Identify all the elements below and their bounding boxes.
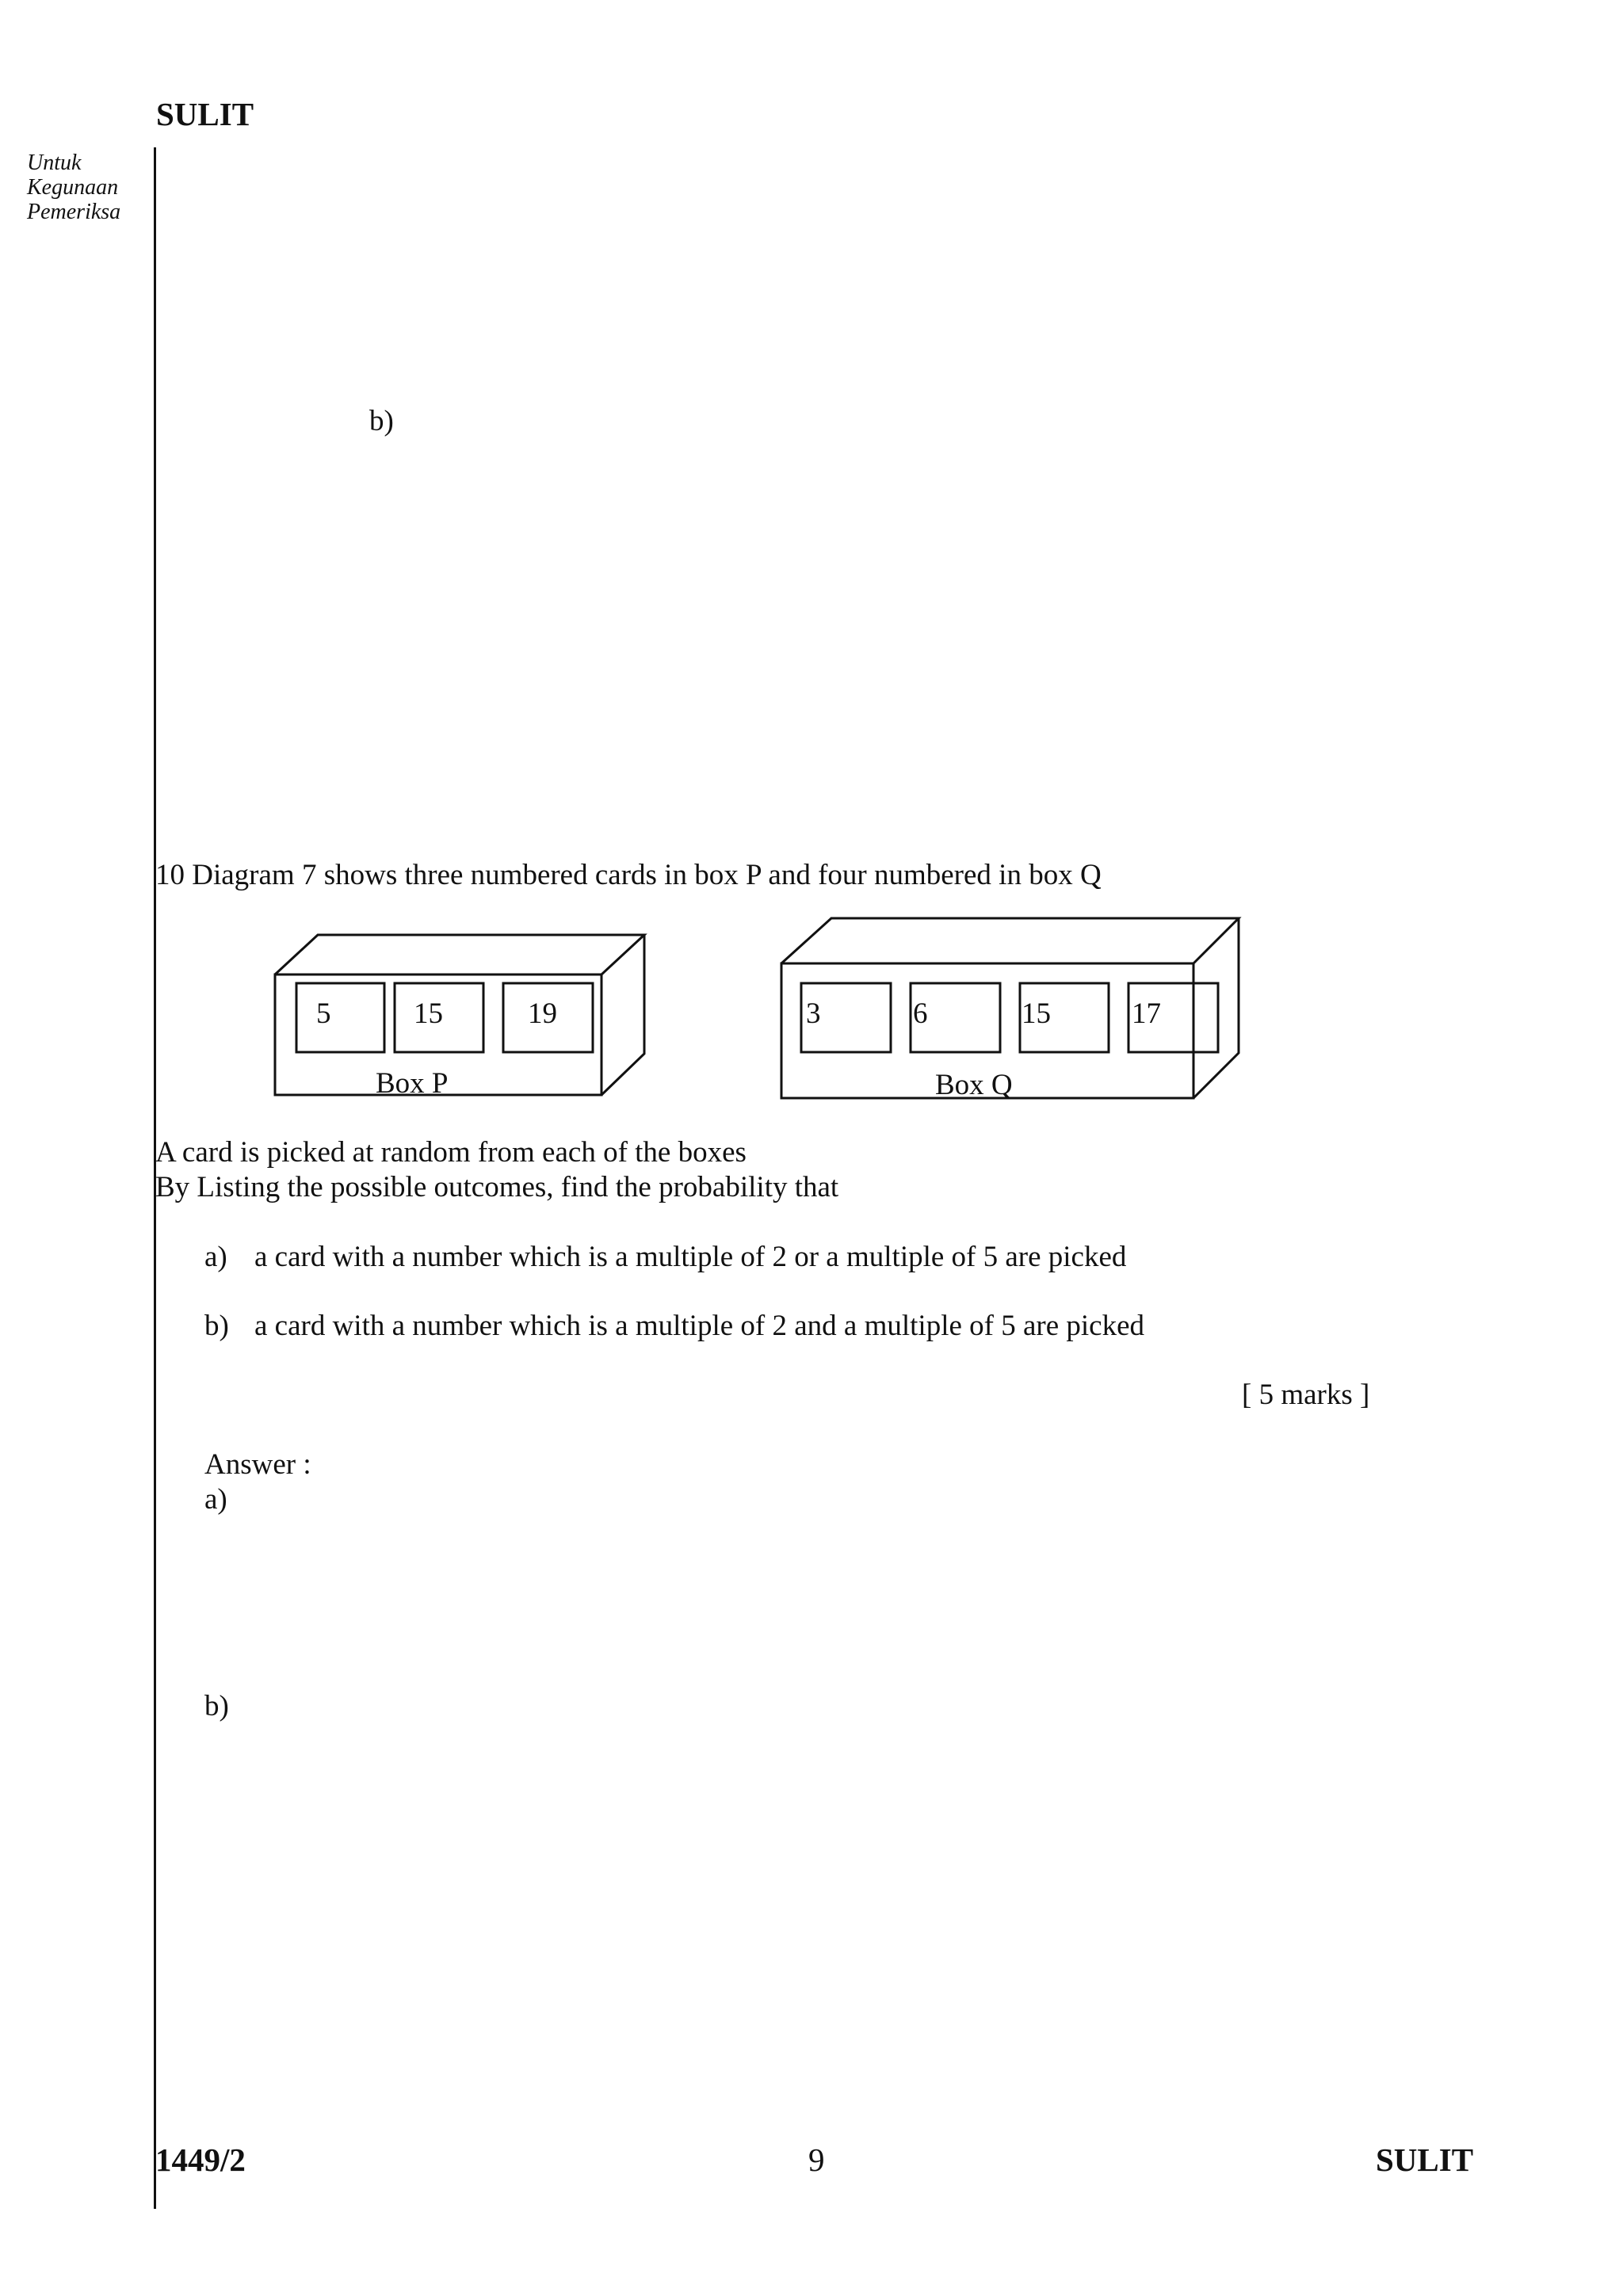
part-b-label: b) [204,1310,229,1342]
marks-allocation: [ 5 marks ] [1242,1379,1370,1411]
side-note-line-3: Pemeriksa [27,200,121,224]
box-p-card-1-value: 5 [316,997,331,1030]
previous-part-b-label: b) [369,405,394,437]
part-b-text: a card with a number which is a multiple of 2 and a multiple of 5 are picked [254,1310,1145,1342]
answer-part-a-label: a) [204,1483,227,1516]
box-q-card-1-value: 3 [806,997,821,1030]
answer-label: Answer : [204,1448,311,1481]
box-p-label: Box P [376,1067,449,1100]
footer-classification: SULIT [1376,2142,1474,2178]
box-p-card-3-value: 19 [528,997,557,1030]
side-note-line-1: Untuk [27,151,82,175]
part-a-label: a) [204,1241,227,1273]
question-stem-text: Diagram 7 shows three numbered cards in box P and four numbered in box Q [192,859,1102,891]
box-q-label: Box Q [935,1069,1013,1101]
footer-paper-code: 1449/2 [155,2142,246,2178]
side-note-line-2: Kegunaan [27,175,119,200]
box-q-card-2-value: 6 [913,997,928,1030]
instruction-line-1: A card is picked at random from each of the boxes [155,1136,747,1169]
box-p-card-2-value: 15 [414,997,443,1030]
answer-part-b-label: b) [204,1690,229,1722]
instruction-line-2: By Listing the possible outcomes, find the probability that [155,1171,839,1203]
box-p-card-1 [296,983,384,1052]
box-q-card-3-value: 15 [1022,997,1051,1030]
question-number: 10 [155,859,185,891]
box-q-card-4-value: 17 [1132,997,1161,1030]
header-classification: SULIT [156,96,254,132]
part-a-text: a card with a number which is a multiple of 2 or a multiple of 5 are picked [254,1241,1127,1273]
footer-page-number: 9 [808,2142,825,2178]
